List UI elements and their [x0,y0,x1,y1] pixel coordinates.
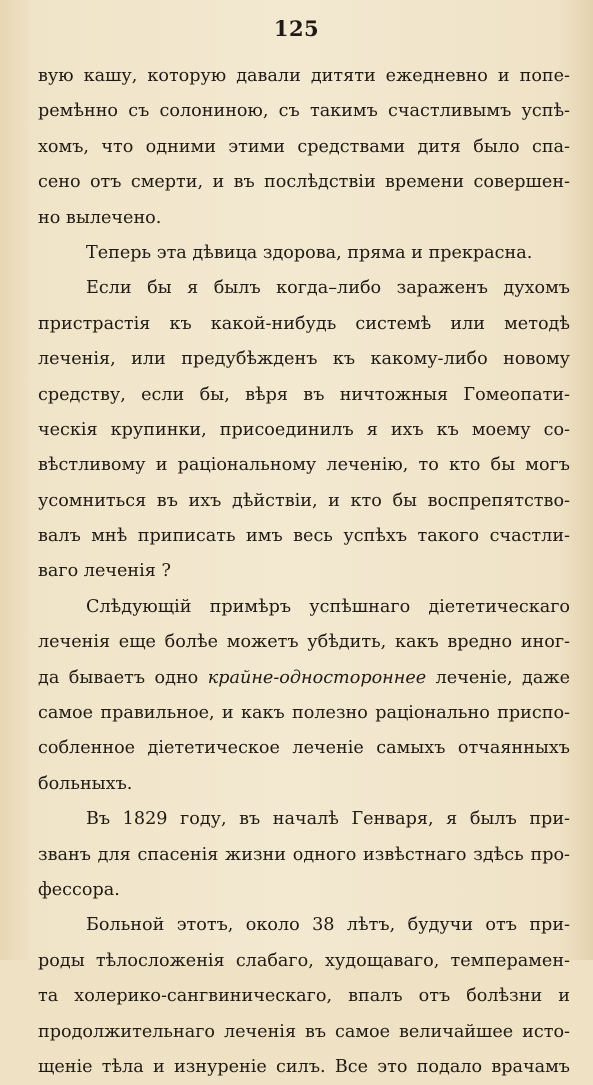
text-line: пристрастія къ какой-нибудь системѣ или методѣ [38,313,570,334]
text-line: вѣстливому и раціональному леченію, то кто бы могъ [38,455,570,476]
text-line: леченія еще болѣе можетъ убѣдить, какъ вредно иног- [38,632,570,653]
text-line: званъ для спасенія жизни одного извѣстнаго здѣсь про- [38,844,570,865]
text-line: продолжительнаго леченія въ самое величайшее исто- [38,1021,570,1042]
text-line: но вылечено. [38,207,162,228]
text-line: больныхъ. [38,773,133,794]
text-line: валъ мнѣ приписать имъ весь успѣхъ такого счастли- [38,526,570,547]
text-line: ваго леченія ? [38,561,171,582]
text-line: ремѣнно съ солониною, съ такимъ счастливымъ успѣ- [38,101,570,122]
text-line: усомниться въ ихъ дѣйствіи, и кто бы воспрепятство- [38,490,570,511]
text-line: роды тѣлосложенія слабаго, худощаваго, темперамен- [38,950,570,971]
text-line: ческія крупинки, присоединилъ я ихъ къ моему со- [38,419,570,440]
text-line: вую кашу, которую давали дитяти ежедневно и попе- [38,66,570,86]
page-number: 125 [273,16,320,41]
text-line: Больной этотъ, около 38 лѣтъ, будучи отъ при- [86,915,570,936]
body-text [38,59,570,1085]
text-line: Слѣдующій примѣръ успѣшнаго діететическаго [86,596,570,617]
text-line: сено отъ смерти, и въ послѣдствіи времени совершен- [38,172,570,193]
text-line: собленное діететическое леченіе самыхъ отчаянныхъ [38,738,570,759]
text-line: фессора. [38,879,120,900]
text-line: Въ 1829 году, въ началѣ Генваря, я былъ при- [86,809,570,830]
text-segment: леченіе, даже [426,667,570,688]
text-line: самое правильное, и какъ полезно раціонально приспо- [38,703,570,724]
text-segment: да бываетъ одно [38,667,208,688]
text-line: Если бы я былъ когда–либо зараженъ духомъ [86,278,570,299]
text-line [38,661,570,696]
text-line: леченія, или предубѣжденъ къ какому-либо новому [38,349,570,370]
text-line: щеніе тѣла и изнуреніе силъ. Все это подало врачамъ [38,1056,570,1077]
text-line: средству, если бы, вѣря въ ничтожныя Гомеопати- [38,384,570,405]
text-line: хомъ, что одними этими средствами дитя было спа- [38,136,570,157]
italic-emphasis: крайне-одностороннее [207,667,427,688]
text-line: та холерико-сангвиническаго, впалъ отъ болѣзни и [38,986,570,1007]
text-line: Теперь эта дѣвица здорова, пряма и прекрасна. [86,242,533,263]
